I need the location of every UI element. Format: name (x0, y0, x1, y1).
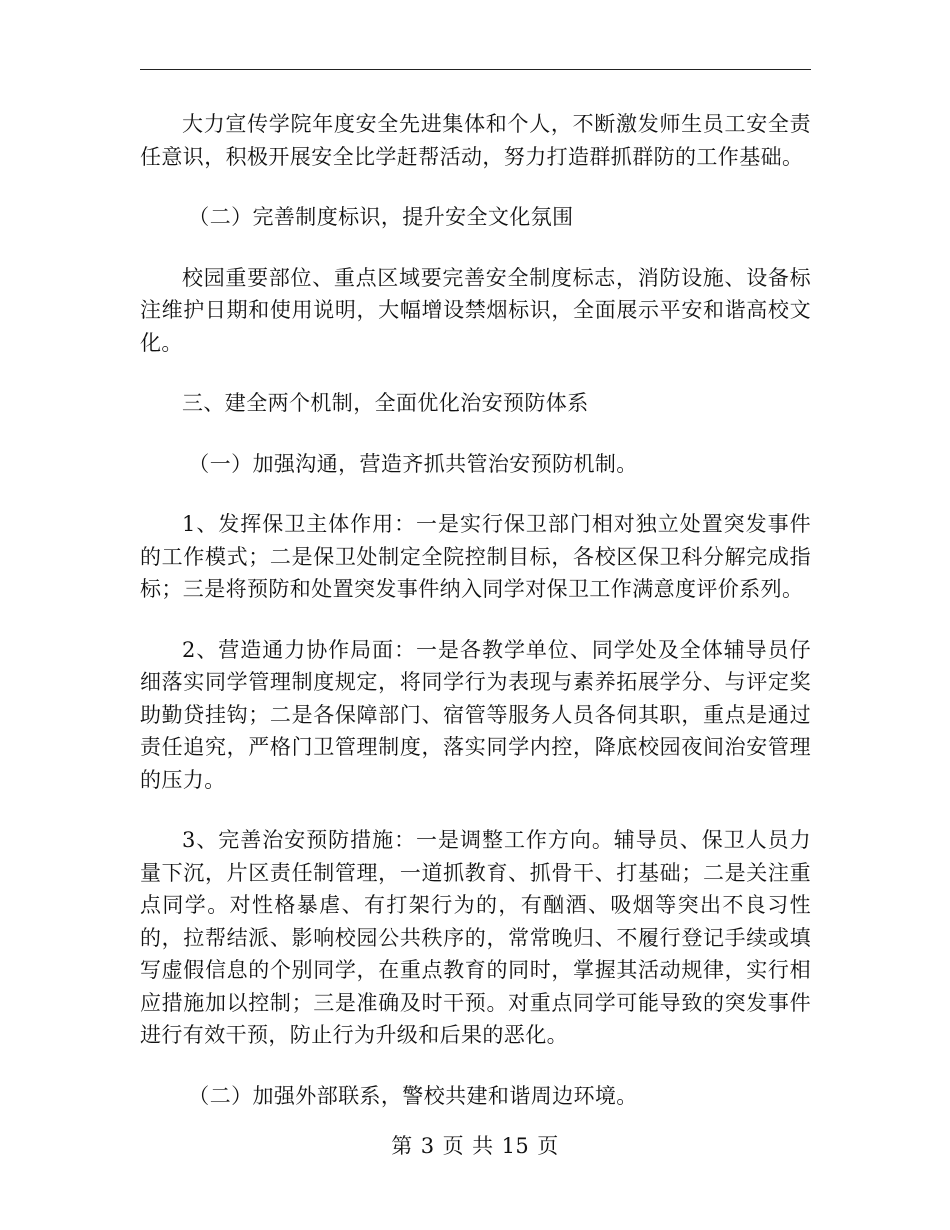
page-number-footer (0, 1130, 950, 1160)
paragraph-item-3: 3、完善治安预防措施：一是调整工作方向。辅导员、保卫人员力量下沉，片区责任制管理，一道抓教育、抓骨干、打基础；二是关注重点同学。对性格暴虐、有打架行为的，有酗酒、吸烟等突出不良习性的，拉帮结派、影响校园公共秩序的，常常晚归、不履行登记手续或填写虚假信息的个别同学，在重点教育的同时，掌握其活动规律，实行相应措施加以控制；三是准确及时干预。对重点同学可能导致的突发事件进行有效干预，防止行为升级和后果的恶化。 (140, 828, 811, 1047)
footer-total-word: 共 (472, 1134, 494, 1158)
footer-suffix: 页 (537, 1134, 559, 1158)
paragraph-item-2: 2、营造通力协作局面：一是各教学单位、同学处及全体辅导员仔细落实同学管理制度规定，将同学行为表现与素养拓展学分、与评定奖助勤贷挂钩；二是各保障部门、宿管等服务人员各伺其职，重点是通过责任追究，严格门卫管理制度，落实同学内控，降底校园夜间治安管理的压力。 (140, 637, 811, 792)
footer-page-word: 页 (442, 1134, 465, 1158)
footer-total-pages: 15 (501, 1134, 530, 1158)
section-heading-communication: （一）加强沟通，营造齐抓共管治安预防机制。 (188, 451, 638, 476)
paragraph-campus-signage: 校园重要部位、重点区域要完善安全制度标志，消防设施、设备标注维护日期和使用说明，大幅增设禁烟标识，全面展示平安和谐高校文化。 (140, 265, 811, 355)
footer-current-page: 3 (420, 1134, 435, 1158)
document-body (140, 108, 811, 1112)
paragraph-item-1: 1、发挥保卫主体作用：一是实行保卫部门相对独立处置突发事件的工作模式；二是保卫处制定全院控制目标，各校区保卫科分解完成指标；三是将预防和处置突发事件纳入同学对保卫工作满意度评价系列。 (140, 512, 811, 601)
paragraph-safety-publicity: 大力宣传学院年度安全先进集体和个人，不断激发师生员工安全责任意识，积极开展安全比学赶帮活动，努力打造群抓群防的工作基础。 (140, 112, 811, 169)
section-heading-improve-signage: （二）完善制度标识，提升安全文化氛围 (188, 205, 574, 229)
footer-prefix: 第 (391, 1134, 413, 1158)
section-heading-two-mechanisms: 三、建全两个机制，全面优化治安预防体系 (182, 391, 589, 415)
header-rule (140, 69, 811, 70)
section-heading-external-contact: （二）加强外部联系，警校共建和谐周边环境。 (188, 1083, 638, 1108)
